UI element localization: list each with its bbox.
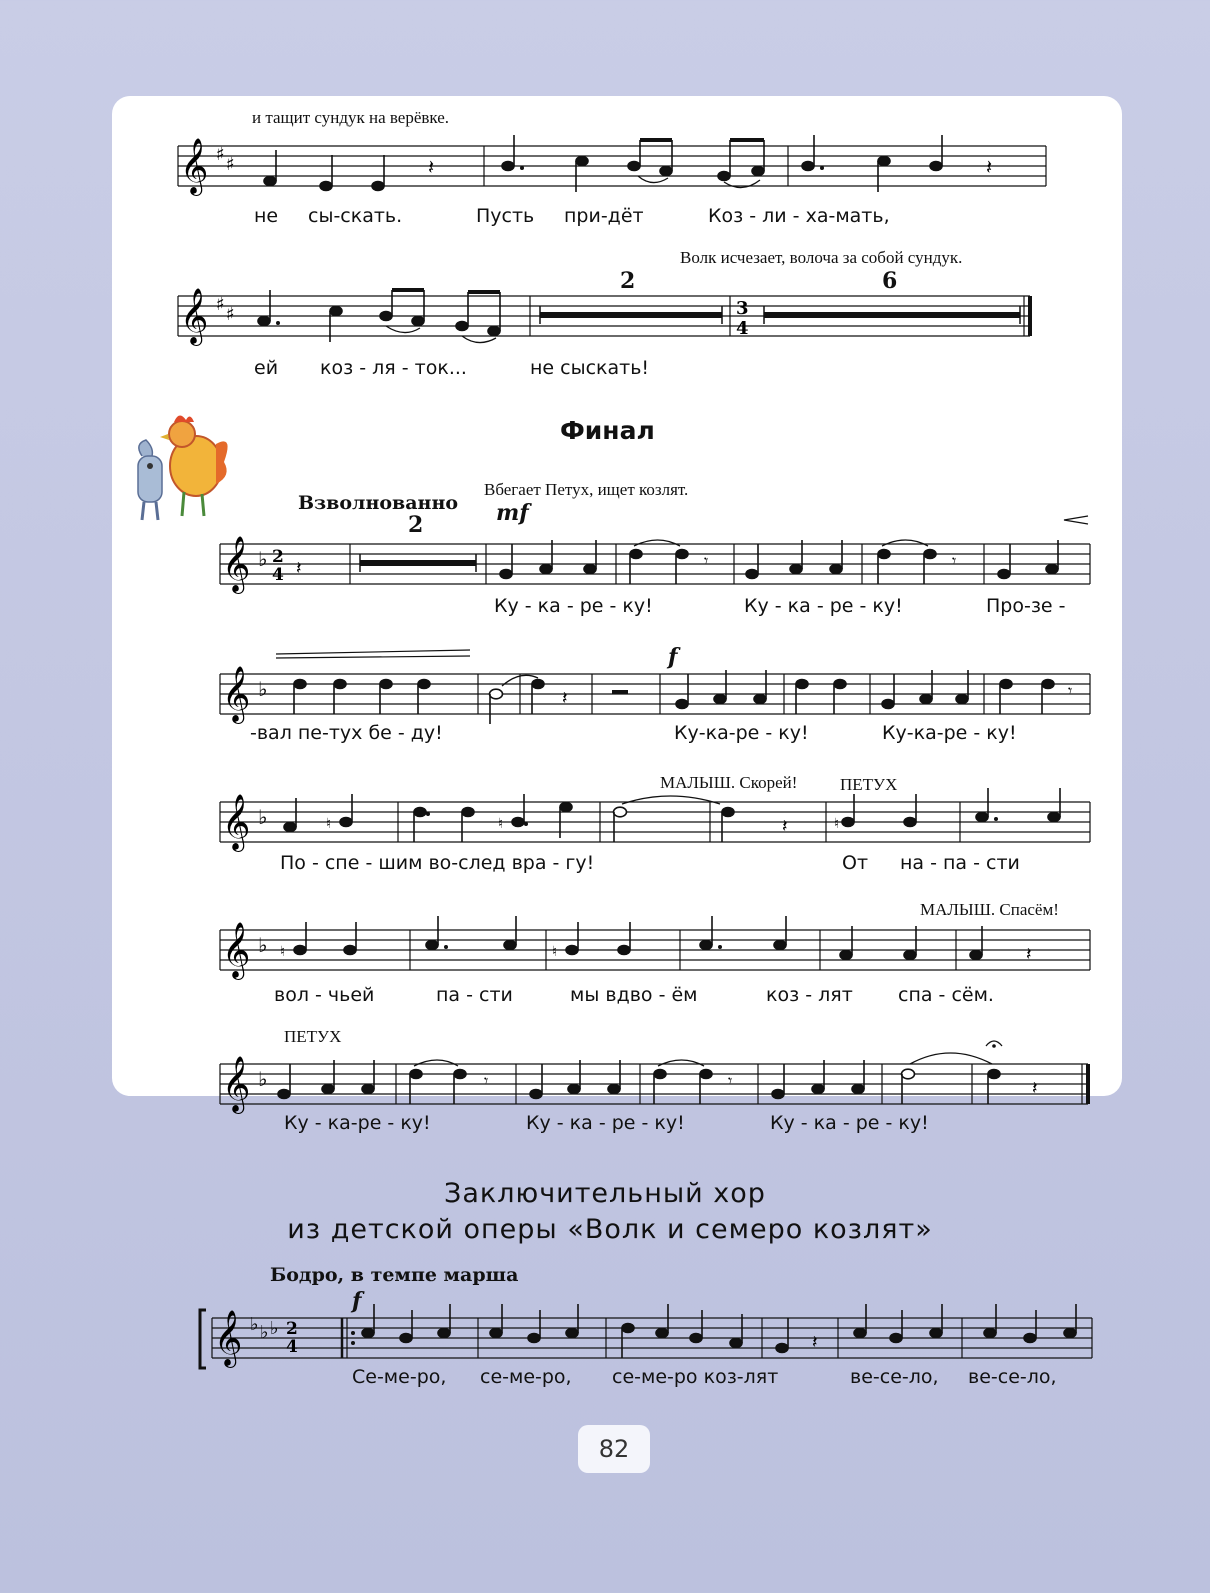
svg-text:♭: ♭ bbox=[258, 547, 268, 571]
svg-text:♮: ♮ bbox=[498, 816, 504, 832]
lyric-word: От bbox=[842, 852, 869, 874]
lyric-word: ве-се-ло, bbox=[850, 1366, 939, 1388]
svg-text:𝄾: 𝄾 bbox=[728, 1071, 733, 1090]
svg-text:♮: ♮ bbox=[834, 816, 840, 832]
svg-text:𝄽: 𝄽 bbox=[986, 155, 993, 179]
svg-text:𝄽: 𝄽 bbox=[562, 688, 568, 709]
svg-text:♭: ♭ bbox=[270, 1318, 279, 1339]
svg-text:𝄞: 𝄞 bbox=[180, 288, 209, 344]
svg-text:♮: ♮ bbox=[326, 816, 332, 832]
svg-text:4: 4 bbox=[736, 318, 749, 339]
svg-text:𝄞: 𝄞 bbox=[222, 1056, 251, 1112]
svg-text:𝄾: 𝄾 bbox=[1068, 681, 1073, 700]
svg-text:𝄞: 𝄞 bbox=[222, 536, 251, 592]
svg-text:𝄞: 𝄞 bbox=[222, 666, 251, 722]
lyric-word: сы-скать. bbox=[308, 205, 403, 227]
lyric-word: Ку - ка - ре - ку! bbox=[770, 1112, 929, 1134]
svg-text:𝄽: 𝄽 bbox=[296, 558, 302, 579]
tempo-marking: Бодро, в темпе марша bbox=[270, 1264, 519, 1286]
svg-text:3: 3 bbox=[736, 298, 749, 319]
lyric-word: ве-се-ло, bbox=[968, 1366, 1057, 1388]
svg-text:4: 4 bbox=[286, 1337, 298, 1357]
svg-text:♯: ♯ bbox=[216, 144, 225, 165]
speaker-label: ПЕТУХ bbox=[284, 1027, 342, 1046]
lyric-word: Се-ме-ро, bbox=[352, 1366, 447, 1388]
stage-direction: и тащит сундук на верёвке. bbox=[252, 108, 450, 127]
speaker-label: ПЕТУХ bbox=[840, 775, 898, 794]
lyric-word: не сыскать! bbox=[530, 357, 650, 379]
lyric-word: спа - сём. bbox=[898, 984, 994, 1006]
chorus-subtitle: из детской оперы «Волк и семеро козлят» bbox=[287, 1214, 933, 1245]
tempo-marking: Взволнованно bbox=[298, 492, 459, 514]
lyric-word: Ку - ка-ре - ку! bbox=[284, 1112, 431, 1134]
page-number: 82 bbox=[578, 1425, 650, 1473]
multirest-count: 2 bbox=[408, 512, 424, 538]
svg-text:𝄽: 𝄽 bbox=[812, 1332, 818, 1353]
svg-text:♭: ♭ bbox=[258, 805, 268, 829]
svg-text:4: 4 bbox=[272, 565, 284, 585]
dynamic-marking: f bbox=[668, 644, 678, 670]
svg-text:𝄽: 𝄽 bbox=[782, 816, 788, 837]
svg-text:♭: ♭ bbox=[258, 1067, 268, 1091]
lyric-word: Пусть bbox=[476, 205, 535, 227]
lyric-word: коз - ля - ток... bbox=[320, 357, 467, 379]
svg-text:𝄞: 𝄞 bbox=[214, 1310, 243, 1366]
lyric-word: вол - чьей bbox=[274, 984, 375, 1006]
svg-text:2: 2 bbox=[272, 547, 284, 567]
staff-system-1 bbox=[178, 120, 1058, 200]
svg-text:𝄽: 𝄽 bbox=[1026, 944, 1032, 965]
multirest-count: 6 bbox=[882, 268, 898, 294]
svg-text:♭: ♭ bbox=[258, 677, 268, 701]
chorus-title: Заключительный хор bbox=[444, 1178, 766, 1209]
rooster-goat-illustration bbox=[124, 404, 234, 524]
svg-text:♭: ♭ bbox=[258, 933, 268, 957]
svg-text:♭: ♭ bbox=[260, 1322, 269, 1343]
lyric-word: на - па - сти bbox=[900, 852, 1020, 874]
lyric-word: -вал пе-тух бе - ду! bbox=[250, 722, 443, 744]
dynamic-marking: f bbox=[352, 1288, 362, 1314]
lyric-word: коз - лят bbox=[766, 984, 853, 1006]
svg-text:♯: ♯ bbox=[226, 154, 235, 175]
svg-text:𝄾: 𝄾 bbox=[704, 551, 709, 570]
svg-text:♮: ♮ bbox=[552, 944, 558, 960]
svg-text:♮: ♮ bbox=[280, 944, 286, 960]
svg-text:♯: ♯ bbox=[226, 304, 235, 325]
lyric-word: се-ме-ро коз-лят bbox=[612, 1366, 779, 1388]
svg-text:♯: ♯ bbox=[216, 294, 225, 315]
svg-text:𝄞: 𝄞 bbox=[180, 138, 209, 194]
svg-text:𝄾: 𝄾 bbox=[484, 1071, 489, 1090]
speaker-label: МАЛЫШ. Спасём! bbox=[920, 900, 1059, 919]
lyric-word: се-ме-ро, bbox=[480, 1366, 572, 1388]
lyric-word: не bbox=[254, 205, 279, 227]
lyric-word: Ку - ка - ре - ку! bbox=[526, 1112, 685, 1134]
lyric-word: Про-зе - bbox=[986, 595, 1066, 617]
svg-text:♭: ♭ bbox=[250, 1314, 259, 1335]
dynamic-marking: mf bbox=[496, 500, 529, 526]
lyric-word: па - сти bbox=[436, 984, 513, 1006]
svg-text:𝄞: 𝄞 bbox=[222, 922, 251, 978]
lyric-word: мы вдво - ём bbox=[570, 984, 698, 1006]
svg-text:𝄽: 𝄽 bbox=[1032, 1078, 1038, 1099]
svg-text:𝄞: 𝄞 bbox=[222, 794, 251, 850]
lyric-word: Ку-ка-ре - ку! bbox=[674, 722, 809, 744]
stage-direction: Вбегает Петух, ищет козлят. bbox=[484, 480, 689, 499]
staff-system-3 bbox=[220, 536, 1100, 610]
lyric-word: Ку-ка-ре - ку! bbox=[882, 722, 1017, 744]
section-title: Финал bbox=[560, 416, 655, 445]
stage-direction: Волк исчезает, волоча за собой сундук. bbox=[680, 248, 963, 267]
svg-text:𝄾: 𝄾 bbox=[952, 551, 957, 570]
lyric-word: Ку - ка - ре - ку! bbox=[494, 595, 653, 617]
lyric-word: при-дёт bbox=[564, 205, 644, 227]
svg-text:𝄽: 𝄽 bbox=[428, 155, 435, 179]
speaker-label: МАЛЫШ. Скорей! bbox=[660, 773, 798, 792]
lyric-word: Коз - ли - ха-мать, bbox=[708, 205, 890, 227]
lyric-word: По - спе - шим во-след вра - гу! bbox=[280, 852, 595, 874]
lyric-word: ей bbox=[254, 357, 279, 379]
svg-text:2: 2 bbox=[286, 1319, 298, 1339]
multirest-count: 2 bbox=[620, 268, 636, 294]
lyric-word: Ку - ка - ре - ку! bbox=[744, 595, 903, 617]
